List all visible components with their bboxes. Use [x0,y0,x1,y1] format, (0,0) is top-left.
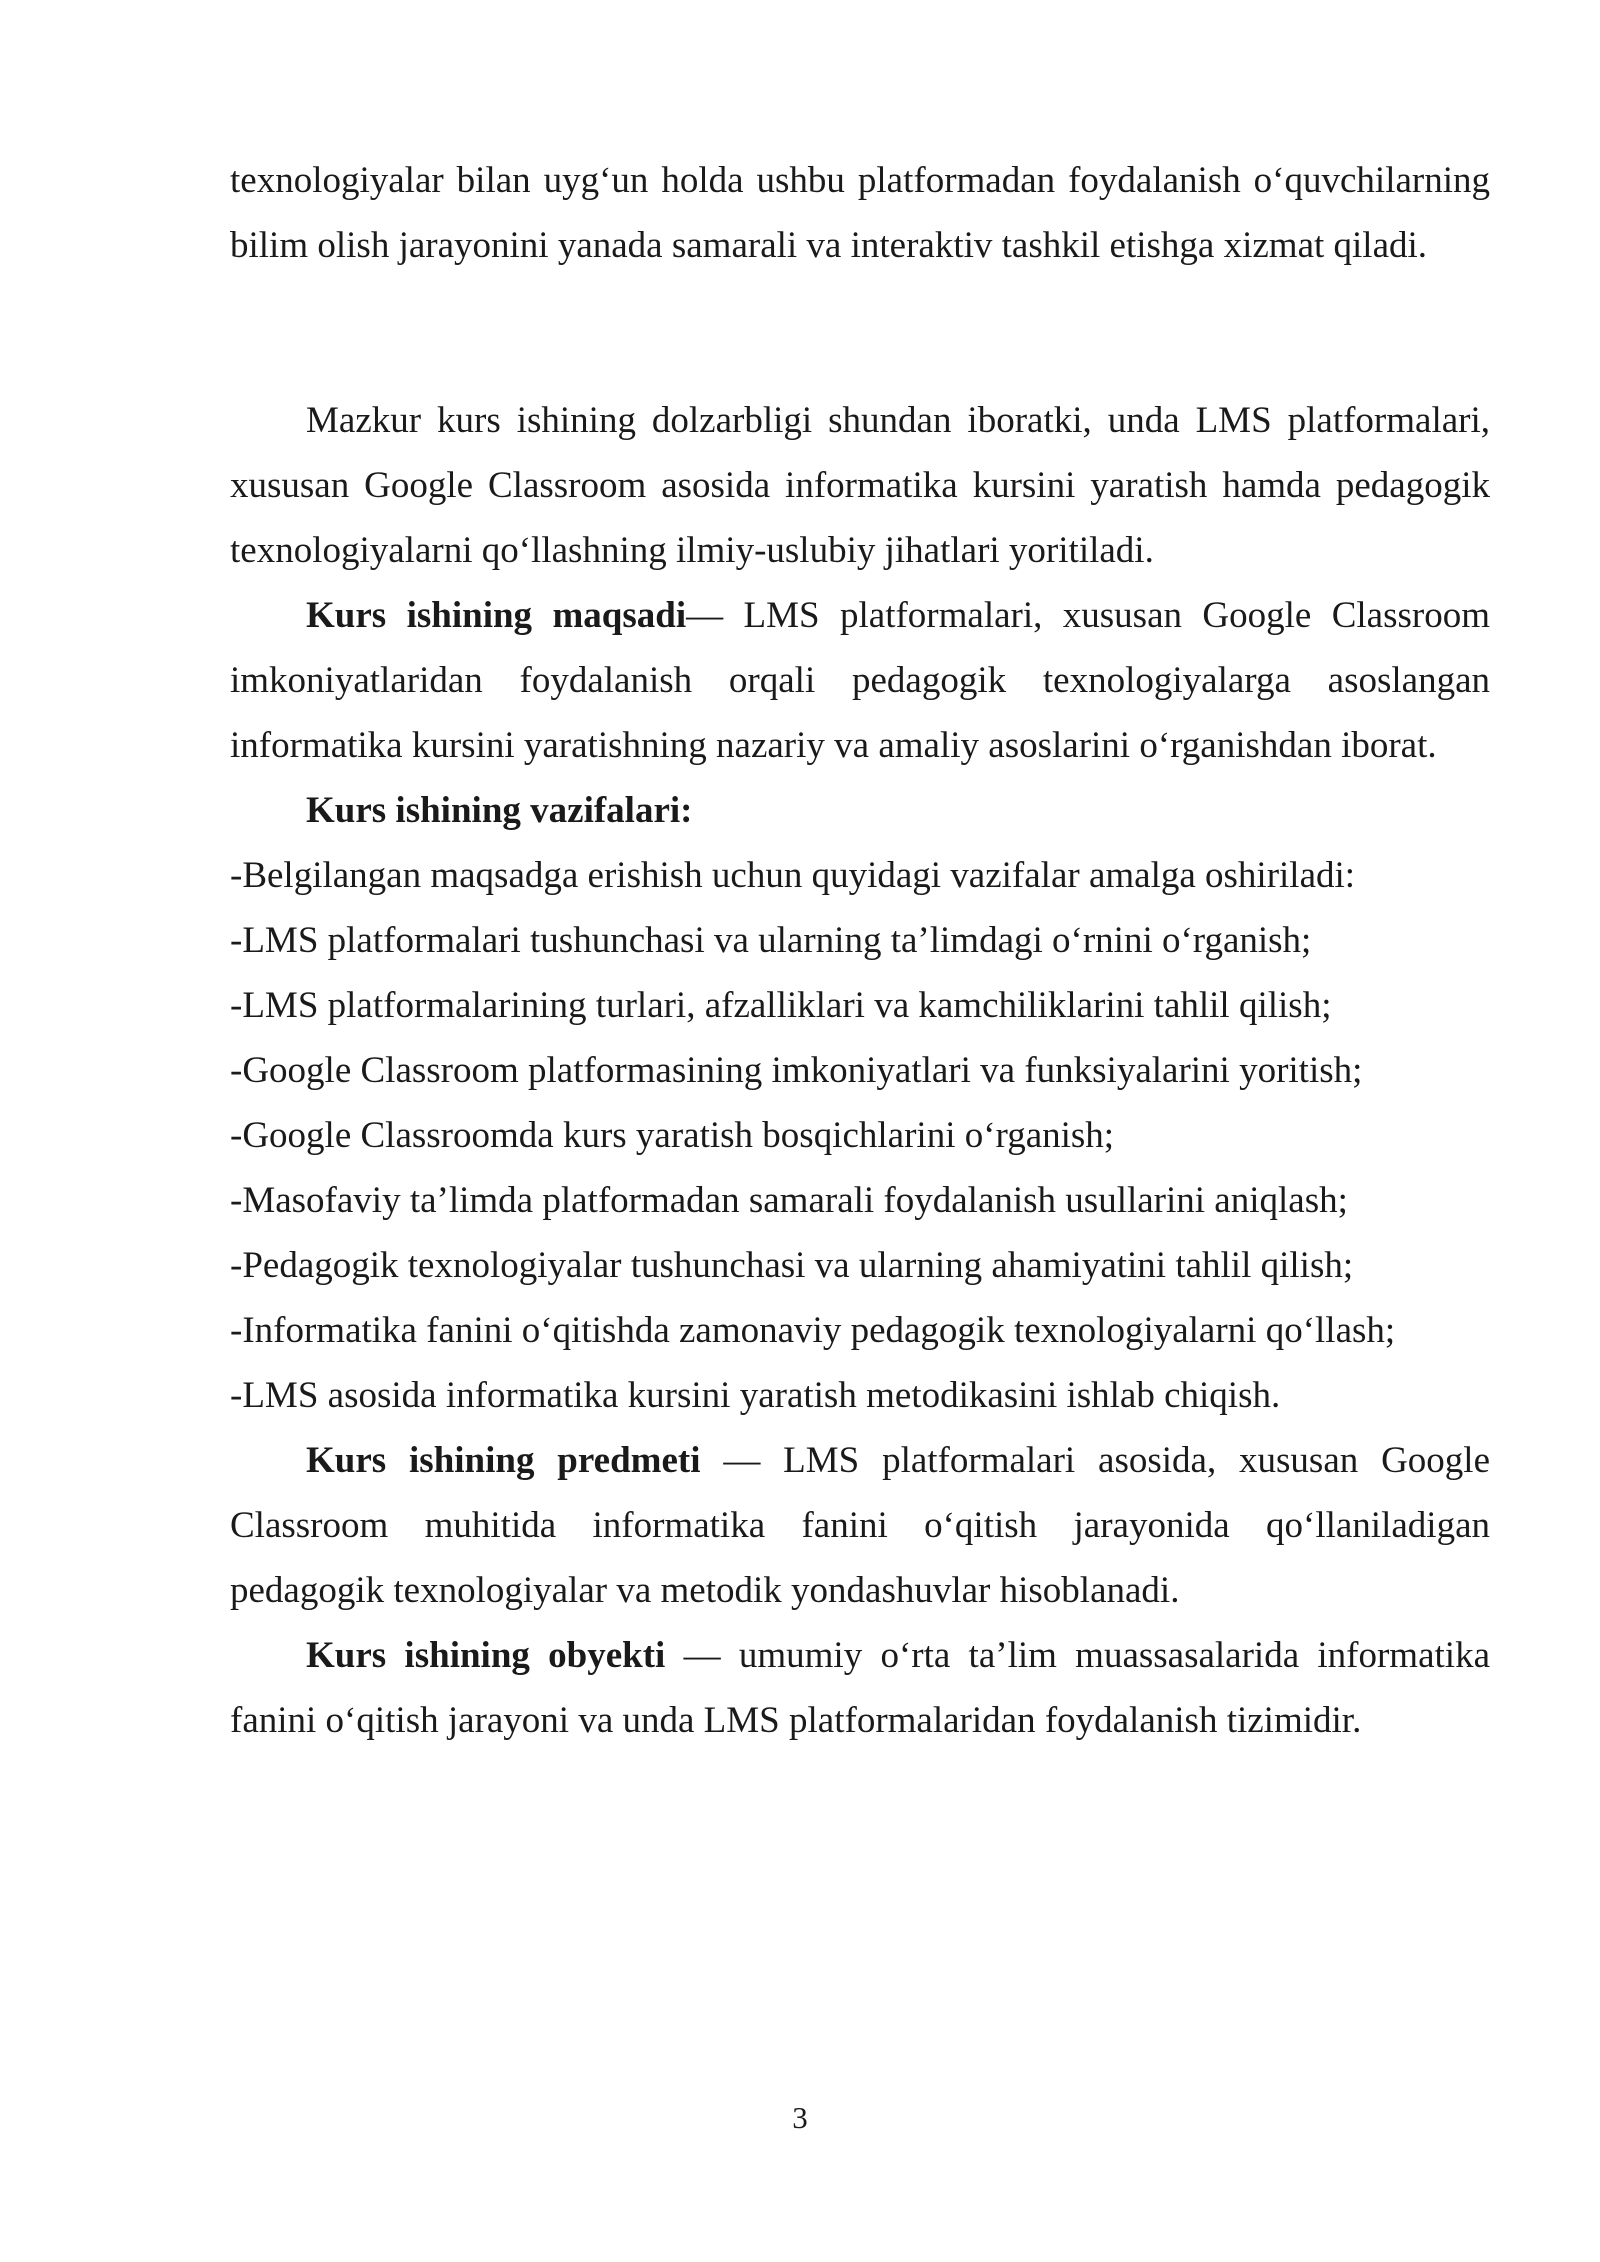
list-item: -Belgilangan maqsadga erishish uchun quyidagi vazifalar amalga oshiriladi: [230,855,1356,896]
document-body [230,148,1490,1753]
goal-heading: Kurs ishining maqsadi [306,595,687,636]
list-item: -LMS platformalarining turlari, afzalliklari va kamchiliklarini tahlil qilish; [230,985,1332,1026]
list-item: -Pedagogik texnologiyalar tushunchasi va ularning ahamiyatini tahlil qilish; [230,1245,1354,1286]
list-item: -Masofaviy ta’limda platformadan samarali foydalanish usullarini aniqlash; [230,1180,1348,1221]
paragraph-spacer [230,278,1490,388]
object-paragraph [230,1623,1490,1753]
list-item: -Google Classroomda kurs yaratish bosqichlarini o‘rganish; [230,1115,1115,1156]
list-item: -LMS platformalari tushunchasi va ularning ta’limdagi o‘rnini o‘rganish; [230,920,1312,961]
subject-heading: Kurs ishining predmeti [306,1440,701,1481]
goal-text: — LMS platformalari, xususan Google Classroom imkoniyatlaridan foydalanish orqali pedagogik texnologiyalarga asoslangan informatika kursini yaratishning nazariy va amaliy asoslarini o‘rganishdan iborat. [230,595,1490,766]
list-item: -LMS asosida informatika kursini yaratish metodikasini ishlab chiqish. [230,1375,1281,1416]
object-text: — umumiy o‘rta ta’lim muassasalarida informatika fanini o‘qitish jarayoni va unda LMS platformalaridan foydalanish tizimidir. [230,1635,1490,1741]
object-heading: Kurs ishining obyekti [306,1635,666,1676]
tasks-list [230,843,1490,1428]
intro-paragraph: texnologiyalar bilan uyg‘un holda ushbu platformadan foydalanish o‘quvchilarning bilim olish jarayonini yanada samarali va interaktiv tashkil etishga xizmat qiladi. [230,160,1490,266]
page-number: 3 [792,2100,808,2135]
tasks-heading: Kurs ishining vazifalari: [306,790,693,831]
list-item: -Google Classroom platformasining imkoniyatlari va funksiyalarini yoritish; [230,1050,1363,1091]
goal-paragraph [230,583,1490,778]
relevance-paragraph: Mazkur kurs ishining dolzarbligi shundan iboratki, unda LMS platformalari, xususan Google Classroom asosida informatika kursini yaratish hamda pedagogik texnologiyalarni qo‘llashning ilmiy-uslubiy jihatlari yoritiladi. [230,400,1490,571]
subject-text: — LMS platformalari asosida, xususan Google Classroom muhitida informatika fanini o‘qitish jarayonida qo‘llaniladigan pedagogik texnologiyalar va metodik yondashuvlar hisoblanadi. [230,1440,1491,1611]
subject-paragraph [230,1428,1490,1623]
list-item: -Informatika fanini o‘qitishda zamonaviy pedagogik texnologiyalarni qo‘llash; [230,1310,1396,1351]
